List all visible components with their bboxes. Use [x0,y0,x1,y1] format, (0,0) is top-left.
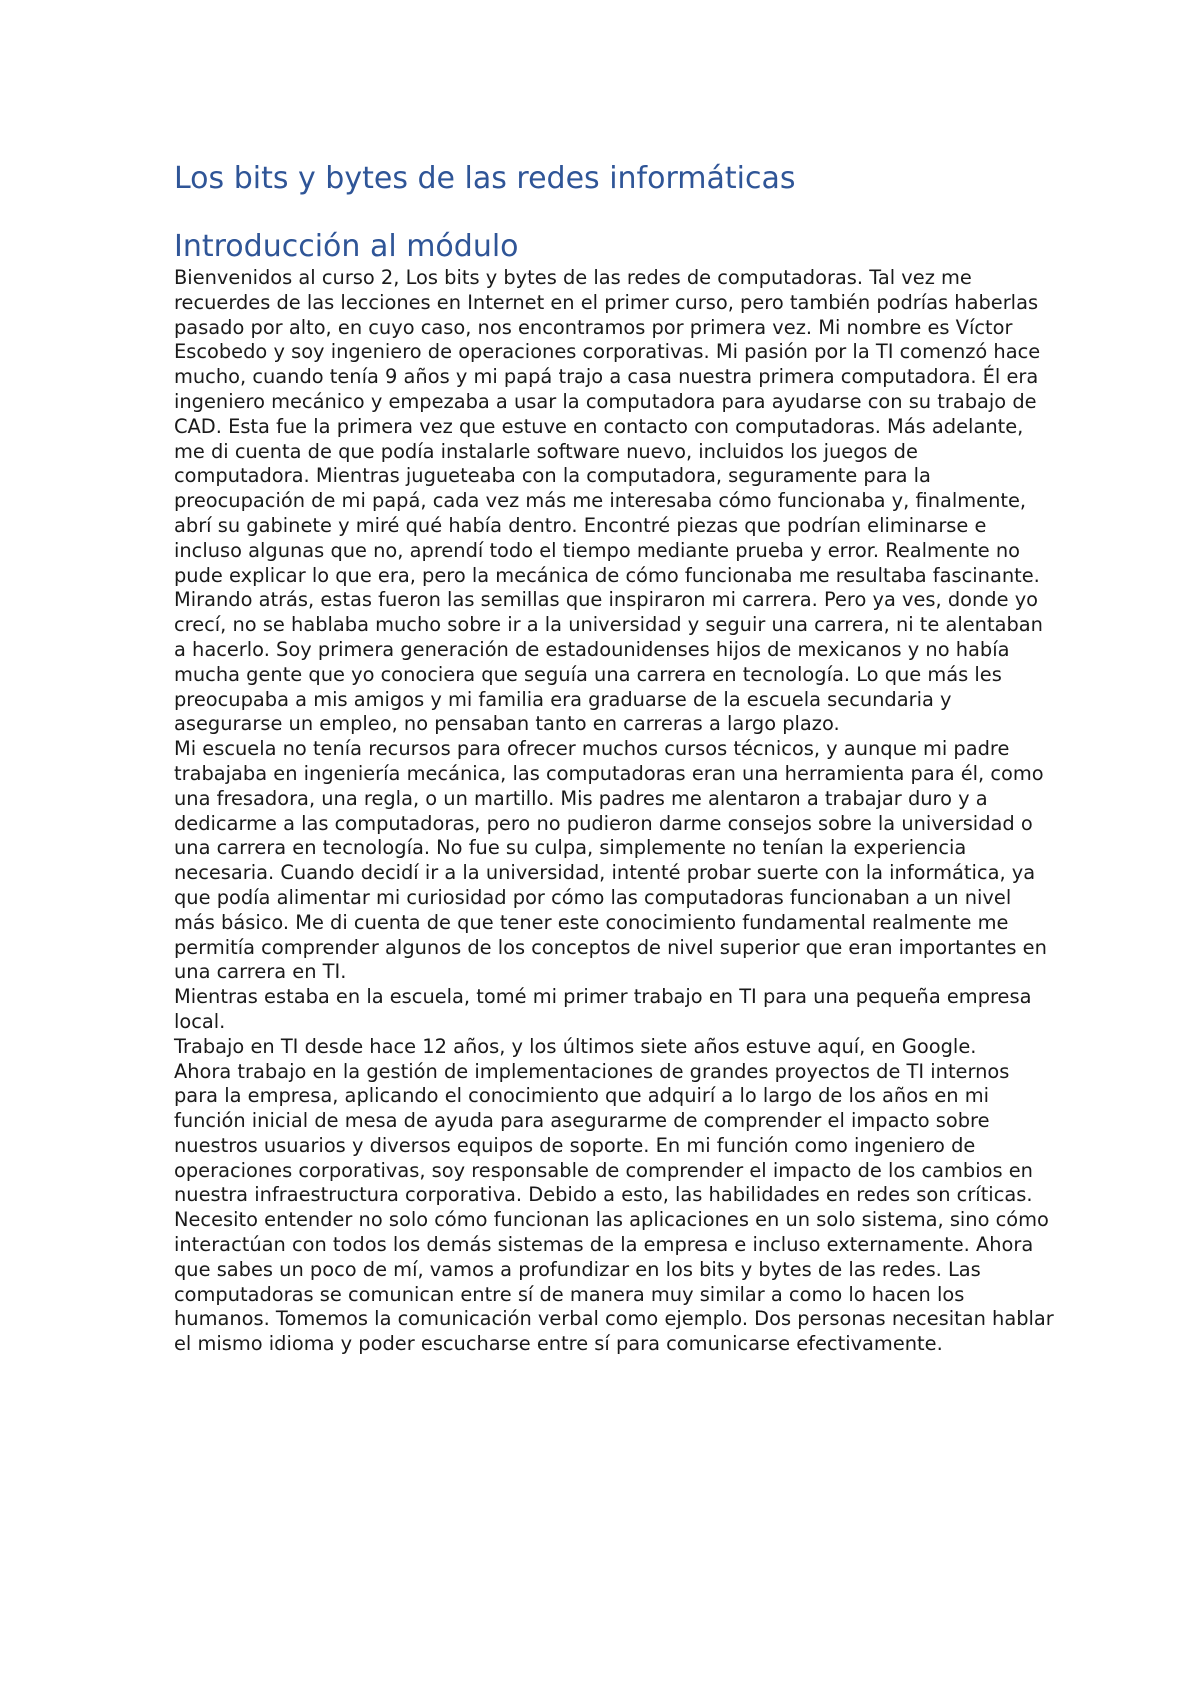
section-heading: Introducción al módulo [174,229,519,264]
paragraph-2: Mi escuela no tenía recursos para ofrecer muchos cursos técnicos, y aunque mi padre trabajaba en ingeniería mecánica, las computadoras eran una herramienta para él, como una fresadora, una regla, o un martillo. Mis padres me alentaron a trabajar duro y a dedicarme a las computadoras, pero no pudieron darme consejos sobre la universidad o una carrera en tecnología. No fue su culpa, simplemente no tenían la experiencia necesaria. Cuando decidí ir a la universidad, intenté probar suerte con la informática, ya que podía alimentar mi curiosidad por cómo las computadoras funcionaban a un nivel más básico. Me di cuenta de que tener este conocimiento fundamental realmente me permitía comprender algunos de los conceptos de nivel superior que eran importantes en una carrera en TI. [174,737,1047,984]
document-title: Los bits y bytes de las redes informáticas [174,161,796,196]
paragraph-6: el mismo idioma y poder escucharse entre sí para comunicarse efectivamente. [174,1332,943,1356]
paragraph-3: Mientras estaba en la escuela, tomé mi primer trabajo en TI para una pequeña empresa local. [174,985,1032,1033]
paragraph-1: Bienvenidos al curso 2, Los bits y bytes de las redes de computadoras. Tal vez me recuerdes de las lecciones en Internet en el primer curso, pero también podrías haberlas pasado por alto, en cuyo caso, nos encontramos por primera vez. Mi nombre es Víctor Escobedo y soy ingeniero de operaciones corporativas. Mi pasión por la TI comenzó hace mucho, cuando tenía 9 años y mi papá trajo a casa nuestra primera computadora. Él era ingeniero mecánico y empezaba a usar la computadora para ayudarse con su trabajo de CAD. Esta fue la primera vez que estuve en contacto con computadoras. Más adelante, me di cuenta de que podía instalarle software nuevo, incluidos los juegos de computadora. Mientras jugueteaba con la computadora, seguramente para la preocupación de mi papá, cada vez más me interesaba cómo funcionaba y, finalmente, abrí su gabinete y miré qué había dentro. Encontré piezas que podrían eliminarse e incluso algunas que no, aprendí todo el tiempo mediante prueba y error. Realmente no pude explicar lo que era, pero la mecánica de cómo funcionaba me resultaba fascinante. Mirando atrás, estas fueron las semillas que inspiraron mi carrera. Pero ya ves, donde yo crecí, no se hablaba mucho sobre ir a la universidad y seguir una carrera, ni te alentaban a hacerlo. Soy primera generación de estadounidenses hijos de mexicanos y no había mucha gente que yo conociera que seguía una carrera en tecnología. Lo que más les preocupaba a mis amigos y mi familia era graduarse de la escuela secundaria y asegurarse un empleo, no pensaban tanto en carreras a largo plazo. [174,266,1043,736]
paragraph-5: Ahora trabajo en la gestión de implementaciones de grandes proyectos de TI internos para la empresa, aplicando el conocimiento que adquirí a lo largo de los años en mi función inicial de mesa de ayuda para asegurarme de comprender el impacto sobre nuestros usuarios y diversos equipos de soporte. En mi función como ingeniero de operaciones corporativas, soy responsable de comprender el impacto de los cambios en nuestra infraestructura corporativa. Debido a esto, las habilidades en redes son críticas. Necesito entender no solo cómo funcionan las aplicaciones en un solo sistema, sino cómo interactúan con todos los demás sistemas de la empresa e incluso externamente. Ahora que sabes un poco de mí, vamos a profundizar en los bits y bytes de las redes. Las computadoras se comunican entre sí de manera muy similar a como lo hacen los humanos. Tomemos la comunicación verbal como ejemplo. Dos personas necesitan hablar [174,1059,1054,1331]
document-body [174,160,1054,1357]
paragraph-4: Trabajo en TI desde hace 12 años, y los últimos siete años estuve aquí, en Google. [174,1034,977,1058]
